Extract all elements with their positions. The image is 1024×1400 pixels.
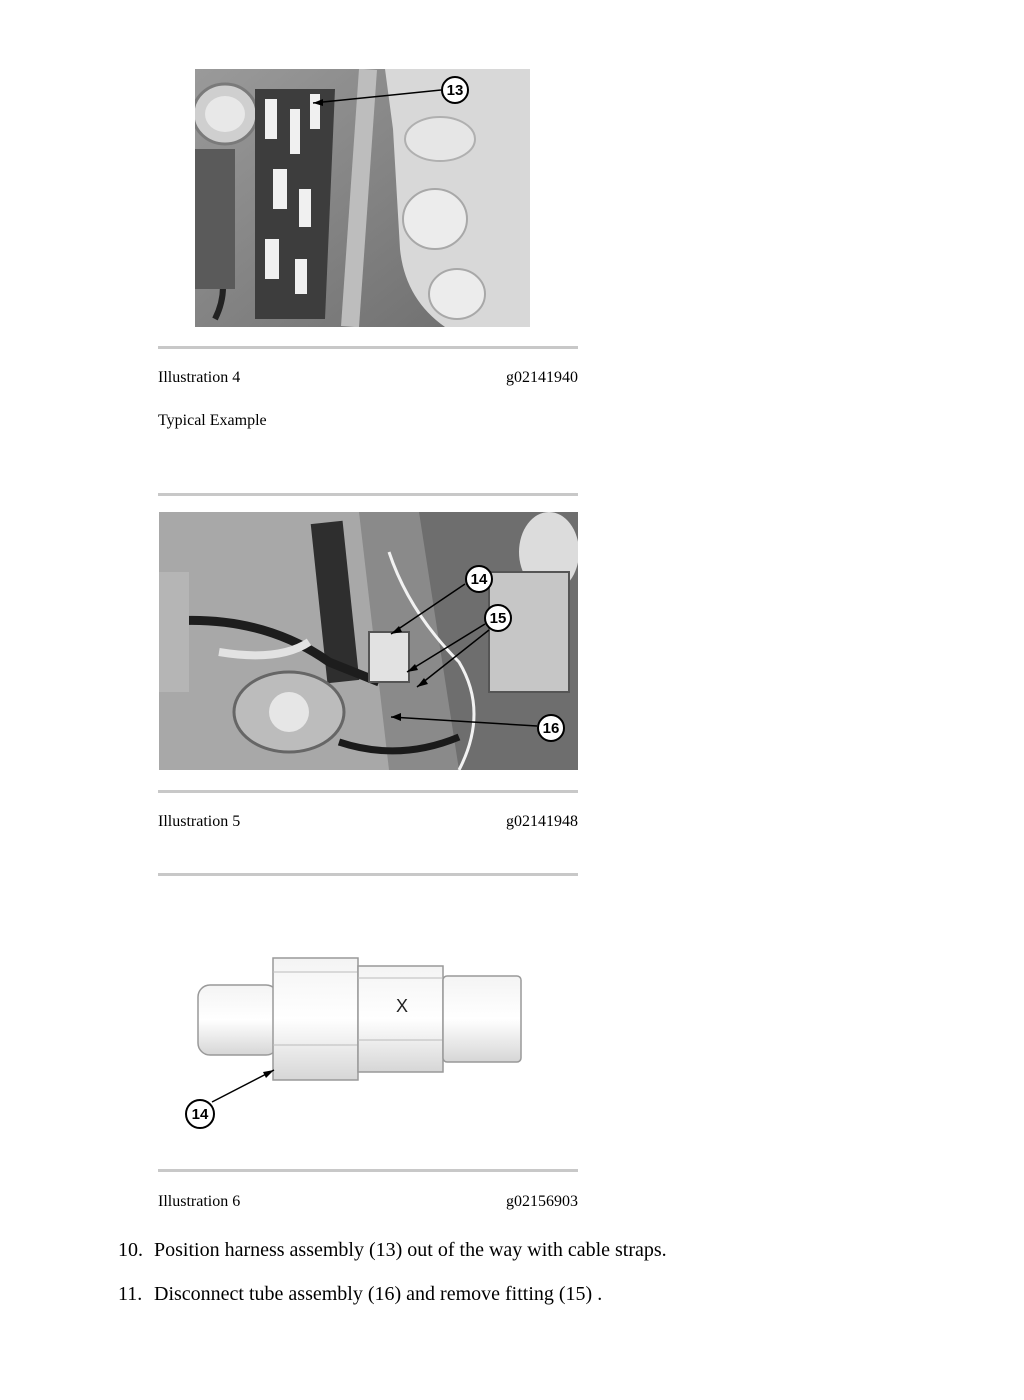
callout-14: 14 <box>470 571 488 588</box>
callout-13: 13 <box>446 82 464 99</box>
callout-15: 15 <box>489 610 507 627</box>
figure-4-caption: Illustration 4 <box>158 369 241 386</box>
figure-4-rule <box>158 346 578 349</box>
figure-4-graphic-id: g02141940 <box>506 369 578 386</box>
illustration-6-drawing <box>158 890 578 1160</box>
figure-6-caption: Illustration 6 <box>158 1193 241 1210</box>
figure-5-graphic-id: g02141948 <box>506 813 578 830</box>
figure-5-top-rule <box>158 493 578 496</box>
callout-16: 16 <box>542 720 560 737</box>
figure-5-rule <box>158 790 578 793</box>
step-10-number: 10. <box>118 1239 143 1261</box>
figure-6-rule <box>158 1169 578 1172</box>
figure-6-top-rule <box>158 873 578 876</box>
callout-14-fig6: 14 <box>191 1106 209 1123</box>
step-11-number: 11. <box>118 1283 143 1305</box>
step-11 <box>118 1282 602 1306</box>
figure-6-graphic-id: g02156903 <box>506 1193 578 1210</box>
illustration-5-photo <box>159 512 578 770</box>
illustration-4-photo <box>195 69 530 327</box>
figure-5-caption: Illustration 5 <box>158 813 241 830</box>
step-11-text: Disconnect tube assembly (16) and remove fitting (15) . <box>154 1283 603 1305</box>
step-10-text: Position harness assembly (13) out of the way with cable straps. <box>154 1239 667 1261</box>
step-10 <box>118 1238 667 1262</box>
part-mark-x: X <box>395 996 409 1016</box>
figure-4-subcaption: Typical Example <box>158 412 267 429</box>
